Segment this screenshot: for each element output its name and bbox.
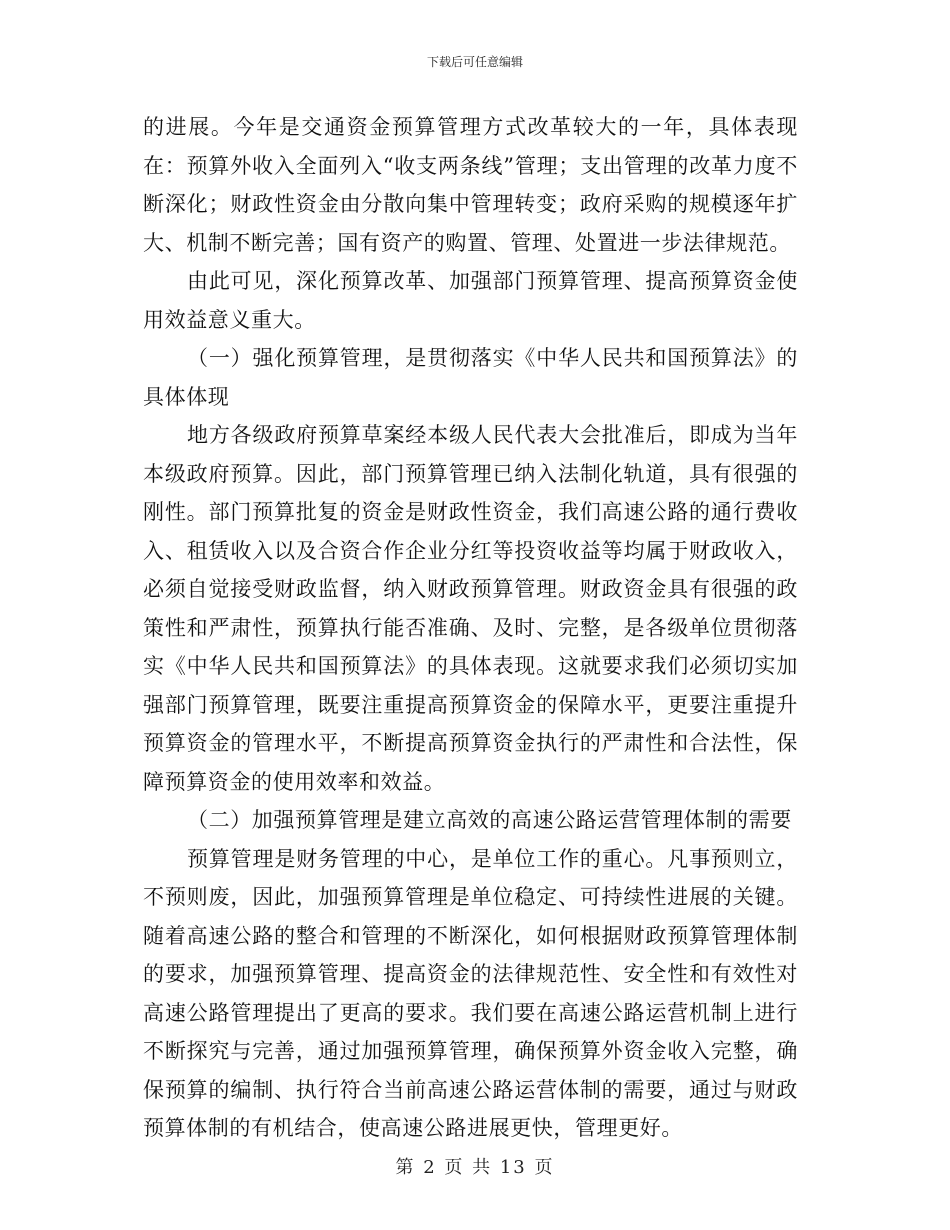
page-number: 第 2 页 共 13 页 [395, 1157, 555, 1178]
paragraph-continuation: 的进展。今年是交通资金预算管理方式改革较大的一年，具体表现在：预算外收入全面列入“收支两条线”管理；支出管理的改革力度不断深化；财政性资金由分散向集中管理转变；政府采购的规模逐年扩大、机制不断完善；国有资产的购置、管理、处置进一步法律规范。 [143, 115, 798, 255]
document-body [143, 108, 798, 1148]
paragraph-section-1: 地方各级政府预算草案经本级人民代表大会批准后，即成为当年本级政府预算。因此，部门预算管理已纳入法制化轨道，具有很强的刚性。部门预算批复的资金是财政性资金，我们高速公路的通行费收入、租赁收入以及合资合作企业分红等投资收益等均属于财政收入，必须自觉接受财政监督，纳入财政预算管理。财政资金具有很强的政策性和严肃性，预算执行能否准确、及时、完整，是各级单位贯彻落实《中华人民共和国预算法》的具体表现。这就要求我们必须切实加强部门预算管理，既要注重提高预算资金的保障水平，更要注重提升预算资金的管理水平，不断提高预算资金执行的严肃性和合法性，保障预算资金的使用效率和效益。 [143, 423, 798, 794]
section-heading-1: （一）强化预算管理，是贯彻落实《中华人民共和国预算法》的具体体现 [143, 346, 798, 409]
paragraph-section-2: 预算管理是财务管理的中心，是单位工作的重心。凡事预则立，不预则废，因此，加强预算管理是单位稳定、可持续性进展的关键。随着高速公路的整合和管理的不断深化，如何根据财政预算管理体制的要求，加强预算管理、提高资金的法律规范性、安全性和有效性对高速公路管理提出了更高的要求。我们要在高速公路运营机制上进行不断探究与完善，通过加强预算管理，确保预算外资金收入完整，确保预算的编制、执行符合当前高速公路运营体制的需要，通过与财政预算体制的有机结合，使高速公路进展更快，管理更好。 [143, 846, 798, 1140]
header-note: 下载后可任意编辑 [426, 55, 523, 69]
section-heading-2: （二）加强预算管理是建立高效的高速公路运营管理体制的需要 [187, 808, 792, 832]
paragraph-conclusion: 由此可见，深化预算改革、加强部门预算管理、提高预算资金使用效益意义重大。 [143, 269, 798, 332]
